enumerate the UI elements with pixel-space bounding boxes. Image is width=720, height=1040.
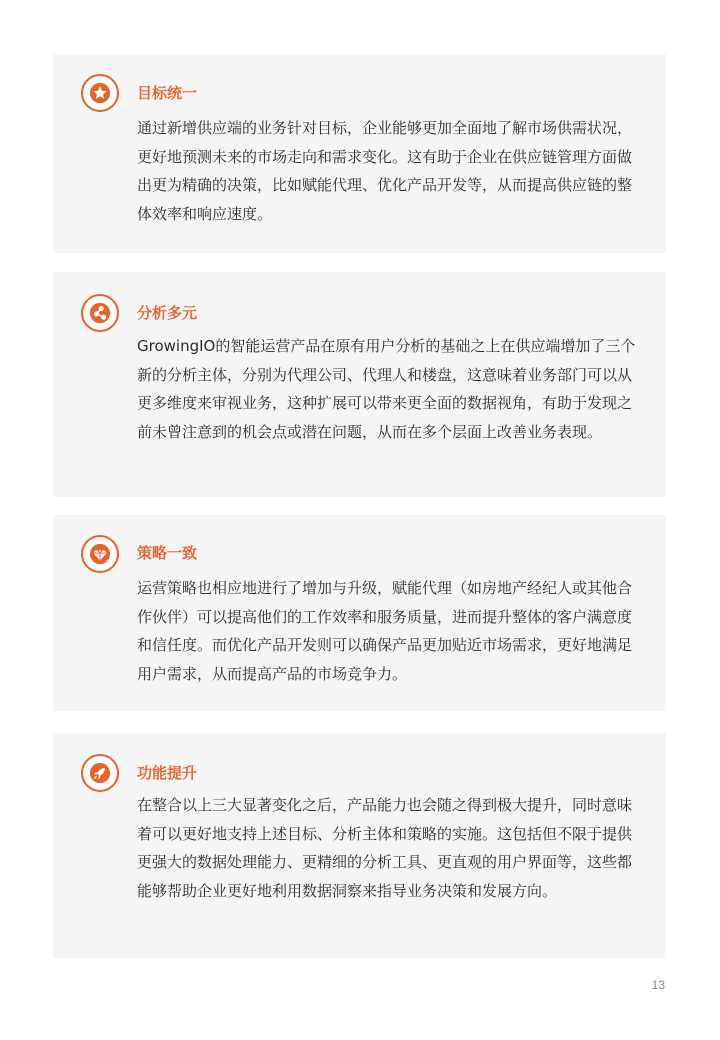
section-body: 运营策略也相应地进行了增加与升级，赋能代理（如房地产经纪人或其他合作伙伴）可以提高他们的工作效率和服务质量，进而提升整体的客户满意度和信任度。而优化产品开发则可以确保产品更加贴近市场需求，更好地满足用户需求，从而提高产品的市场竞争力。 [137,579,633,683]
section-card-strategy [53,515,666,711]
star-icon [81,74,119,112]
section-title: 分析多元 [137,304,198,322]
section-body: GrowingIO的智能运营产品在原有用户分析的基础之上在供应端增加了三个新的分析主体，分别为代理公司、代理人和楼盘，这意味着业务部门可以从更多维度来审视业务，这种扩展可以带来更全面的数据视角，有助于发现之前未曾注意到的机会点或潜在问题，从而在多个层面上改善业务表现。 [137,337,636,441]
section-card-analysis [53,272,666,497]
section-body: 在整合以上三大显著变化之后，产品能力也会随之得到极大提升，同时意味着可以更好地支持上述目标、分析主体和策略的实施。这包括但不限于提供更强大的数据处理能力、更精细的分析工具、更直观的用户界面等，这些都能够帮助企业更好地利用数据洞察来指导业务决策和发展方向。 [137,796,633,900]
share-nodes-icon [81,294,119,332]
diamond-icon [81,535,119,573]
section-title: 策略一致 [137,544,198,562]
section-title: 功能提升 [137,764,198,782]
svg-text:+: + [105,558,110,565]
section-card-capability [53,733,666,958]
rocket-icon [81,754,119,792]
section-title: 目标统一 [137,84,198,102]
section-card-goal [53,54,666,253]
page-number: 13 [651,978,665,992]
section-body: 通过新增供应端的业务针对目标，企业能够更加全面地了解市场供需状况，更好地预测未来的市场走向和需求变化。这有助于企业在供应链管理方面做出更为精确的决策，比如赋能代理、优化产品开发等，从而提高供应链的整体效率和响应速度。 [137,119,633,223]
